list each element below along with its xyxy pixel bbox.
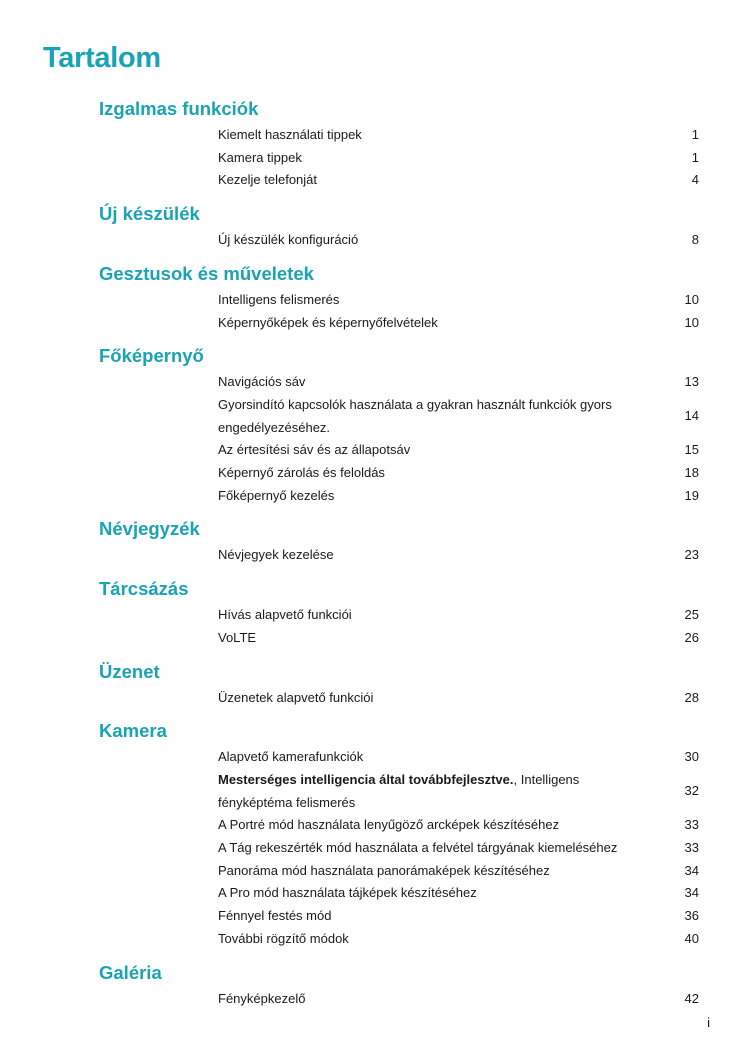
- toc-entry-title: [218, 928, 669, 951]
- toc-entry[interactable]: [218, 928, 699, 951]
- toc-entry-page: 23: [684, 547, 699, 563]
- toc-entry[interactable]: [218, 289, 699, 312]
- toc-entry-title: [218, 814, 669, 837]
- toc-entry-text: Az értesítési sáv és az állapotsáv: [218, 442, 411, 458]
- page-title: Tartalom: [43, 42, 161, 74]
- toc-entry-title: [218, 544, 669, 567]
- section-entries: [218, 229, 699, 259]
- toc-entry-page: 34: [684, 885, 699, 901]
- toc-entry-title: [218, 439, 669, 462]
- toc-entry-page: 36: [684, 908, 699, 924]
- toc-entry-page: 10: [684, 314, 699, 330]
- toc-entry-text: Alapvető kamerafunkciók: [218, 749, 364, 765]
- toc-entry-title: [218, 462, 669, 485]
- toc-entry-page: 33: [684, 817, 699, 833]
- toc-entry-text: Kezelje telefonját: [218, 172, 318, 188]
- section-entries: [218, 544, 699, 574]
- toc-entry-page: 1: [691, 127, 699, 142]
- section-heading[interactable]: Izgalmas funkciók: [99, 98, 259, 119]
- toc-entry-page: 42: [684, 990, 699, 1006]
- toc-entry-text: Új készülék konfiguráció: [218, 232, 359, 248]
- toc-entry-text: Képernyőképek és képernyőfelvételek: [218, 314, 438, 330]
- toc-entry-title: [218, 837, 669, 860]
- toc-entry-page: 28: [684, 689, 699, 705]
- toc-entry[interactable]: [218, 882, 699, 905]
- toc-entry-title: [218, 905, 669, 928]
- toc-entry-page: 19: [684, 487, 699, 503]
- toc-entry[interactable]: [218, 988, 699, 1011]
- toc-entry-text: A Pro mód használata tájképek készítéséhez: [218, 885, 477, 901]
- toc-entry-page: 26: [684, 629, 699, 645]
- toc-entry[interactable]: [218, 312, 699, 335]
- section-entries: [218, 746, 699, 957]
- toc-entry[interactable]: [218, 169, 699, 192]
- section-heading[interactable]: Névjegyzék: [99, 518, 200, 540]
- toc-entry-title: [218, 169, 669, 192]
- toc-entry-title: [218, 394, 669, 439]
- toc-entry[interactable]: [218, 837, 699, 860]
- toc-entry-page: 34: [684, 862, 699, 878]
- section-heading[interactable]: Galéria: [99, 961, 162, 983]
- toc-entry-title: [218, 485, 669, 508]
- toc-entry[interactable]: [218, 746, 699, 769]
- section-heading[interactable]: Főképernyő: [99, 345, 204, 367]
- toc-entry-title: [218, 988, 669, 1011]
- section-heading[interactable]: Üzenet: [99, 660, 160, 682]
- section-entries: [218, 687, 699, 717]
- toc-entry[interactable]: [218, 814, 699, 837]
- toc-entry-page: 32: [684, 783, 699, 799]
- toc-entry[interactable]: [218, 604, 699, 627]
- toc-entry-text: Főképernyő kezelés: [218, 487, 335, 503]
- section-entries: [218, 371, 699, 514]
- toc-entry-text: Kiemelt használati tippek: [218, 127, 362, 142]
- toc-entry-text: A Portré mód használata lenyűgöző arcképek készítéséhez: [218, 817, 560, 833]
- toc-entry[interactable]: [218, 371, 699, 394]
- toc-entry-page: 4: [691, 172, 699, 188]
- toc-entry-page: 14: [684, 408, 699, 424]
- section-heading[interactable]: Tárcsázás: [99, 578, 189, 600]
- toc-entry-text: Gyorsindító kapcsolók használata a gyakran használt funkciók gyors engedélyezéséhez.: [218, 396, 612, 435]
- toc-entry-title: [218, 124, 669, 147]
- toc-entry-title: [218, 147, 669, 170]
- toc-entry[interactable]: [218, 485, 699, 508]
- toc-entry[interactable]: [218, 124, 699, 147]
- toc-entry-page: 40: [684, 930, 699, 946]
- table-of-contents: [99, 94, 699, 1017]
- toc-entry[interactable]: [218, 439, 699, 462]
- section-heading[interactable]: Kamera: [99, 720, 167, 742]
- toc-entry-title: [218, 746, 669, 769]
- page-number: i: [707, 1015, 710, 1030]
- toc-entry-text: A Tág rekeszérték mód használata a felvétel tárgyának kiemeléséhez: [218, 840, 618, 856]
- toc-entry-text: Hívás alapvető funkciói: [218, 607, 352, 623]
- toc-entry-title: [218, 312, 669, 335]
- toc-entry-text: Panoráma mód használata panorámaképek készítéséhez: [218, 862, 550, 878]
- section-entries: [218, 124, 699, 199]
- toc-entry-title: [218, 860, 669, 883]
- toc-entry-page: 15: [684, 442, 699, 458]
- section-heading[interactable]: Gesztusok és műveletek: [99, 262, 314, 284]
- toc-entry-page: 1: [691, 149, 699, 165]
- toc-entry-title: [218, 687, 669, 710]
- toc-entry-text: Névjegyek kezelése: [218, 547, 334, 563]
- toc-entry-page: 25: [684, 607, 699, 623]
- toc-entry-text: Fénnyel festés mód: [218, 908, 332, 924]
- toc-entry[interactable]: [218, 769, 699, 814]
- section-entries: [218, 988, 699, 1018]
- toc-entry-title: [218, 882, 669, 905]
- section-entries: [218, 604, 699, 656]
- toc-entry-title: [218, 229, 669, 252]
- toc-entry-text: Navigációs sáv: [218, 374, 306, 390]
- toc-entry-page: 10: [684, 291, 699, 307]
- toc-entry-text: , Intelligens fényképtéma felismerés: [218, 771, 580, 810]
- toc-entry-title: [218, 371, 669, 394]
- toc-entry-title: [218, 769, 669, 814]
- toc-entry-text: Képernyő zárolás és feloldás: [218, 465, 385, 481]
- toc-entry[interactable]: [218, 544, 699, 567]
- toc-entry-page: 18: [684, 465, 699, 481]
- toc-entry-text: Fényképkezelő: [218, 990, 306, 1006]
- toc-entry[interactable]: [218, 860, 699, 883]
- toc-entry-page: 13: [684, 374, 699, 390]
- toc-entry-title: [218, 289, 669, 312]
- toc-entry[interactable]: [218, 687, 699, 710]
- toc-entry[interactable]: [218, 229, 699, 252]
- toc-entry-text: VoLTE: [218, 629, 257, 645]
- section-entries: [218, 289, 699, 341]
- toc-entry-text: Kamera tippek: [218, 149, 302, 165]
- toc-entry-title: [218, 604, 669, 627]
- toc-entry-text: Üzenetek alapvető funkciói: [218, 689, 374, 705]
- toc-entry[interactable]: [218, 394, 699, 439]
- toc-entry-text: További rögzítő módok: [218, 930, 349, 946]
- toc-entry-page: 33: [684, 840, 699, 856]
- toc-entry[interactable]: [218, 905, 699, 928]
- toc-entry[interactable]: [218, 147, 699, 170]
- toc-entry-page: 30: [684, 749, 699, 765]
- toc-entry-page: 8: [691, 232, 699, 248]
- toc-entry[interactable]: [218, 462, 699, 485]
- toc-entry-text: Intelligens felismerés: [218, 291, 340, 307]
- toc-entry-title: [218, 627, 669, 650]
- toc-entry[interactable]: [218, 627, 699, 650]
- section-heading[interactable]: Új készülék: [99, 203, 200, 225]
- toc-entry-bold-title: Mesterséges intelligencia által továbbfejlesztve.: [218, 771, 514, 787]
